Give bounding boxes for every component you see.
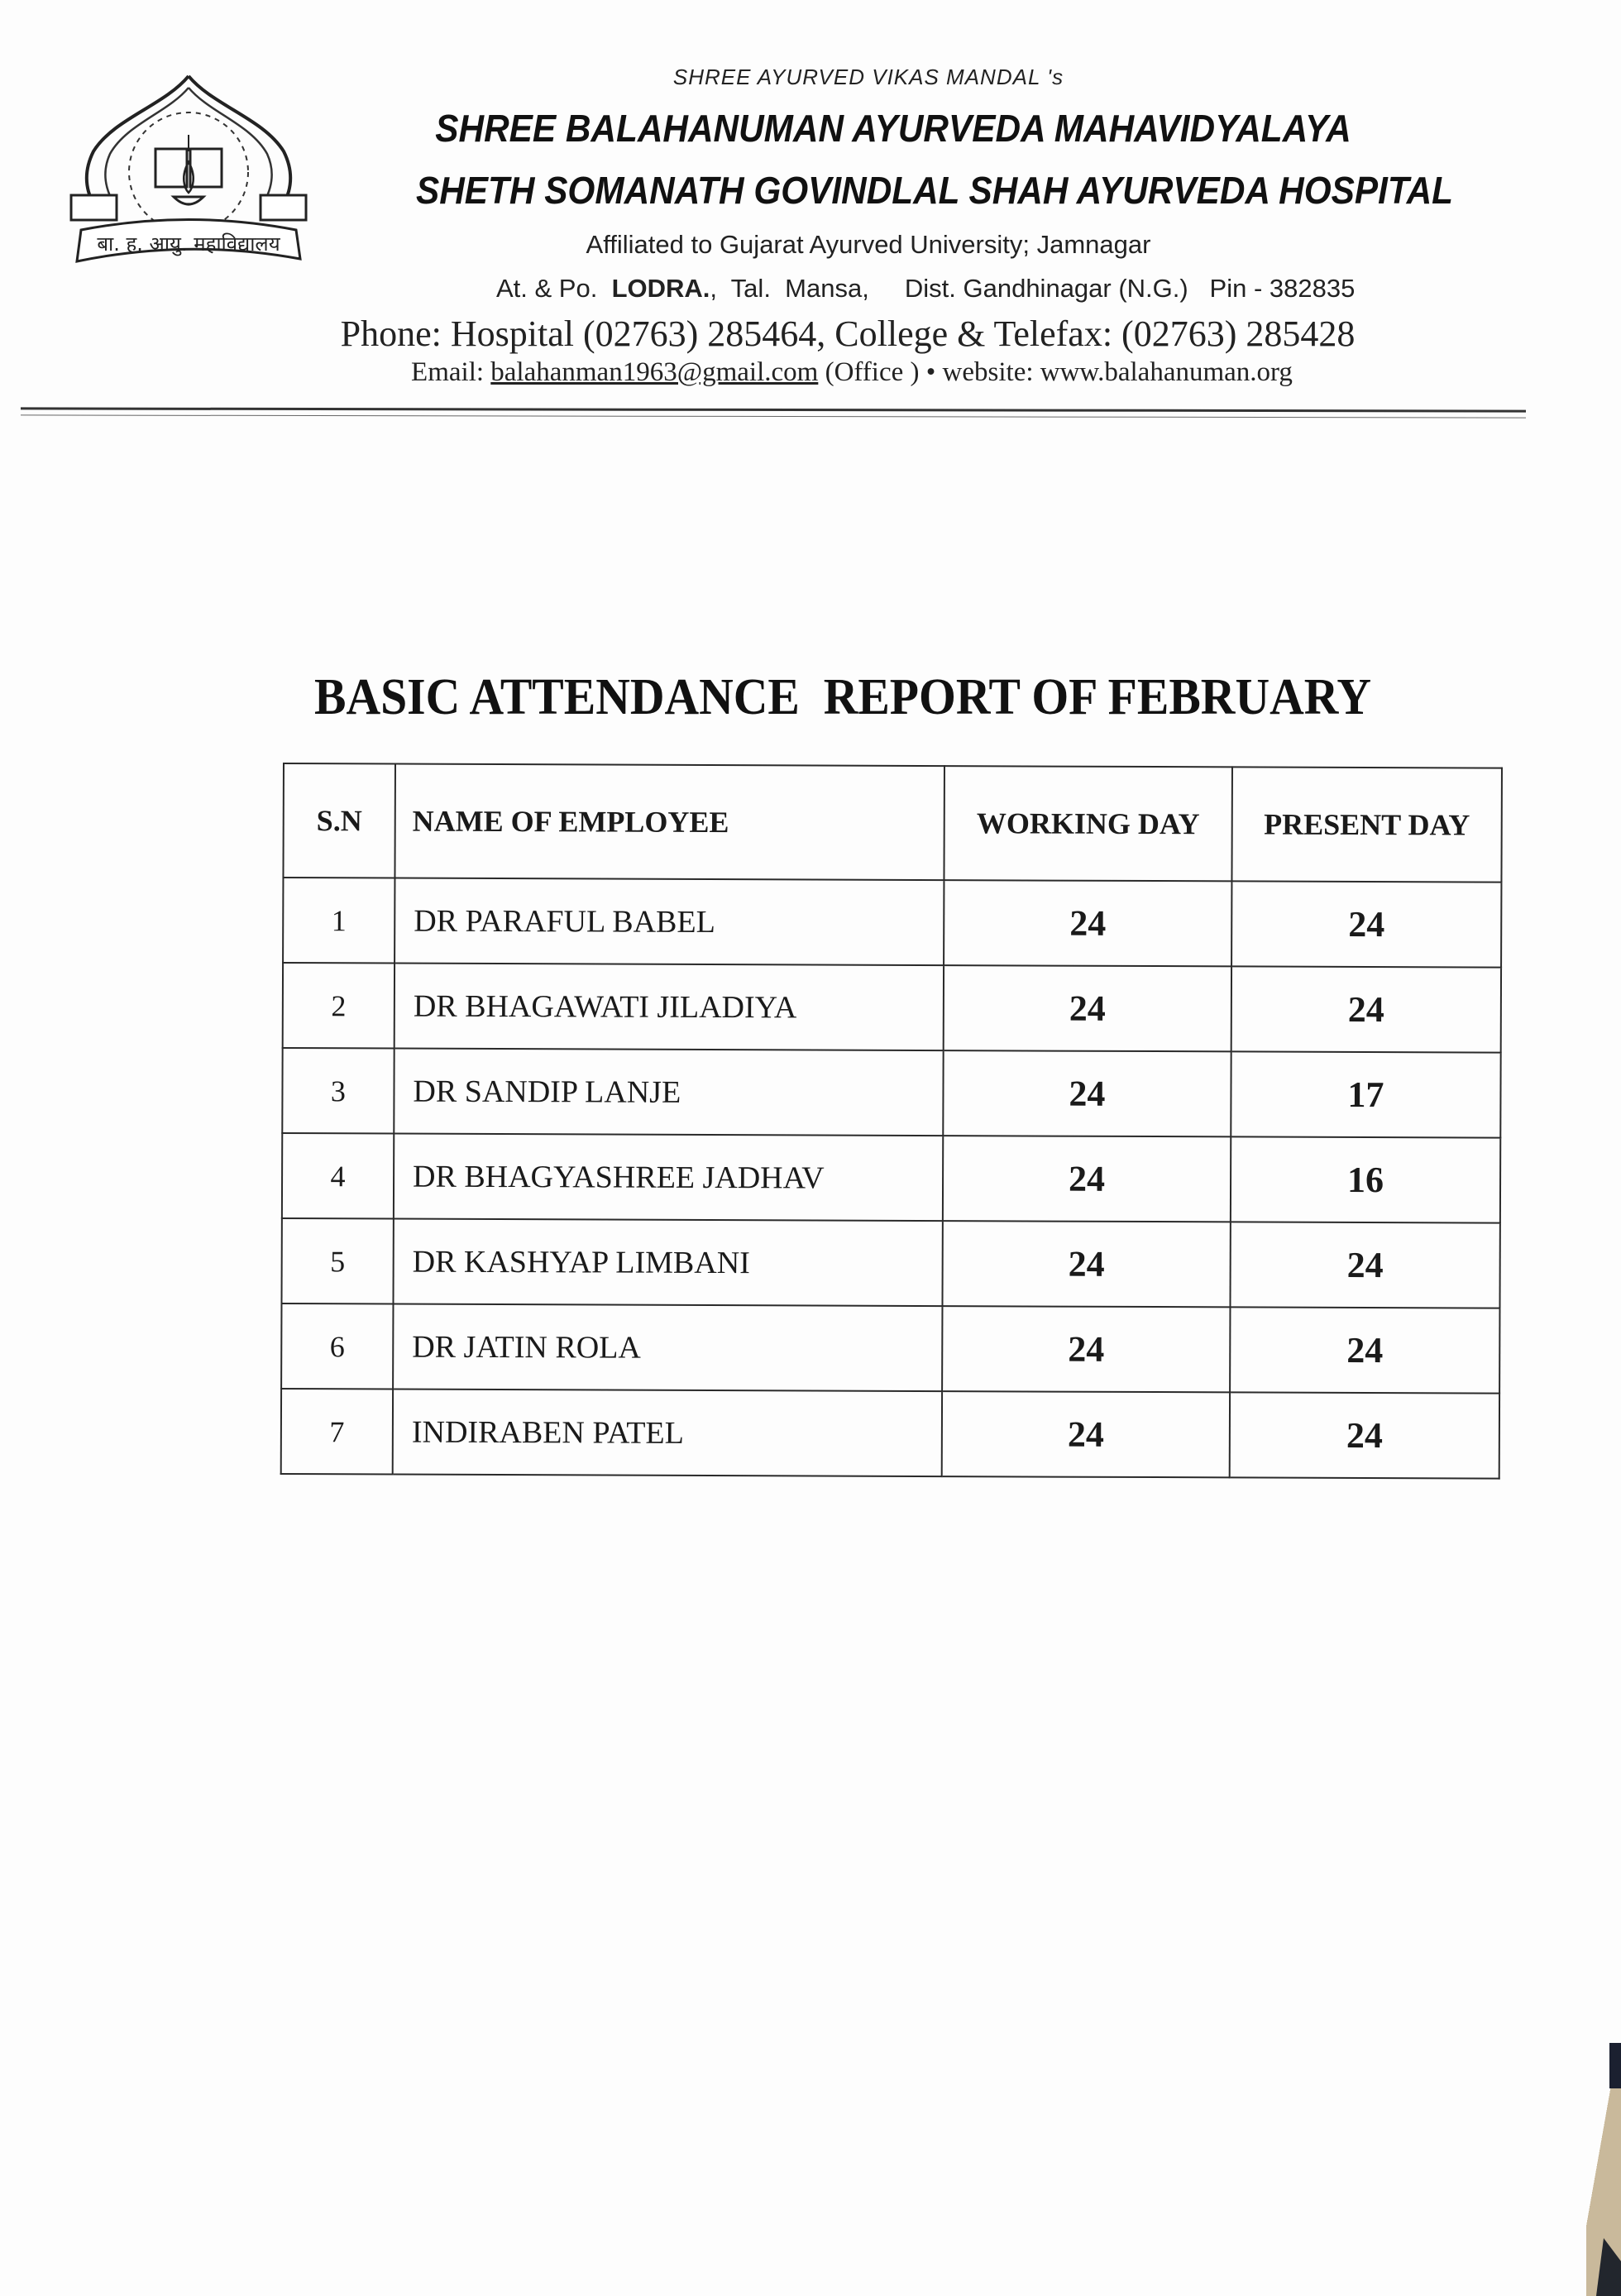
cell-present-day: 24	[1230, 1222, 1499, 1308]
cell-sn: 2	[283, 963, 394, 1049]
table-row	[281, 1303, 1499, 1394]
cell-name: DR SANDIP LANJE	[394, 1049, 943, 1136]
college-name: SHREE BALAHANUMAN AYURVEDA MAHAVIDYALAYA	[435, 107, 1351, 150]
email-line	[314, 357, 1389, 388]
society-name: SHREE AYURVED VIKAS MANDAL 's	[672, 65, 1064, 89]
cell-sn: 5	[281, 1218, 393, 1304]
svg-text:बा. ह. आयु. महाविद्यालय: बा. ह. आयु. महाविद्यालय	[97, 232, 280, 256]
cell-sn: 7	[281, 1389, 393, 1475]
cell-name: DR BHAGYASHREE JADHAV	[394, 1134, 943, 1222]
cell-working-day: 24	[944, 880, 1231, 966]
header-divider	[21, 407, 1526, 412]
table-row	[282, 1048, 1500, 1138]
cell-sn: 6	[281, 1303, 393, 1390]
cell-present-day: 24	[1231, 966, 1501, 1052]
table-row	[283, 878, 1501, 968]
cell-sn: 3	[282, 1048, 394, 1134]
attendance-table	[280, 763, 1503, 1480]
phone-line: Phone: Hospital (02763) 285464, College & Telefax: (02763) 285428	[340, 313, 1356, 354]
column-header-present-day: PRESENT DAY	[1231, 767, 1502, 882]
cell-name: DR KASHYAP LIMBANI	[393, 1219, 942, 1307]
column-header-sn: S.N	[283, 763, 395, 878]
cell-name: DR PARAFUL BABEL	[394, 878, 944, 966]
table-row	[281, 1389, 1499, 1479]
table-row	[281, 1218, 1499, 1308]
background-edge-dark	[1609, 2043, 1621, 2088]
column-header-name: NAME OF EMPLOYEE	[394, 764, 944, 881]
table-row	[282, 1133, 1500, 1223]
email-link[interactable]: balahanman1963@gmail.com	[490, 357, 819, 387]
header-divider-thin	[21, 414, 1526, 418]
cell-present-day: 24	[1230, 1307, 1499, 1393]
table-row	[283, 963, 1501, 1053]
address-village: LODRA.	[611, 274, 710, 303]
cell-name: DR BHAGAWATI JILADIYA	[394, 964, 944, 1051]
address-prefix: At. & Po.	[496, 274, 598, 303]
cell-working-day: 24	[943, 1050, 1231, 1136]
cell-working-day: 24	[944, 965, 1231, 1051]
cell-working-day: 24	[942, 1306, 1230, 1392]
cell-present-day: 24	[1230, 1392, 1499, 1478]
cell-name: INDIRABEN PATEL	[393, 1390, 942, 1477]
column-header-working-day: WORKING DAY	[944, 766, 1232, 881]
cell-sn: 4	[282, 1133, 394, 1219]
report-title: BASIC ATTENDANCE REPORT OF FEBRUARY	[314, 669, 1371, 725]
email-label: Email:	[411, 357, 485, 387]
cell-present-day: 17	[1231, 1051, 1500, 1137]
email-rest: (Office ) • website: www.balahanuman.org	[825, 357, 1293, 387]
affiliation-text: Affiliated to Gujarat Ayurved University; Jamnagar	[586, 230, 1151, 259]
address-line	[496, 274, 1489, 304]
address-rest: , Tal. Mansa, Dist. Gandhinagar (N.G.) Pin - 382835	[710, 274, 1356, 303]
cell-sn: 1	[283, 878, 394, 964]
hospital-name: SHETH SOMANATH GOVINDLAL SHAH AYURVEDA HOSPITAL	[416, 169, 1453, 212]
cell-working-day: 24	[942, 1391, 1230, 1477]
cell-working-day: 24	[942, 1221, 1230, 1307]
cell-working-day: 24	[943, 1136, 1231, 1222]
cell-name: DR JATIN ROLA	[393, 1304, 942, 1392]
cell-present-day: 16	[1231, 1136, 1500, 1222]
cell-present-day: 24	[1231, 881, 1501, 967]
table-header-row	[283, 763, 1502, 883]
